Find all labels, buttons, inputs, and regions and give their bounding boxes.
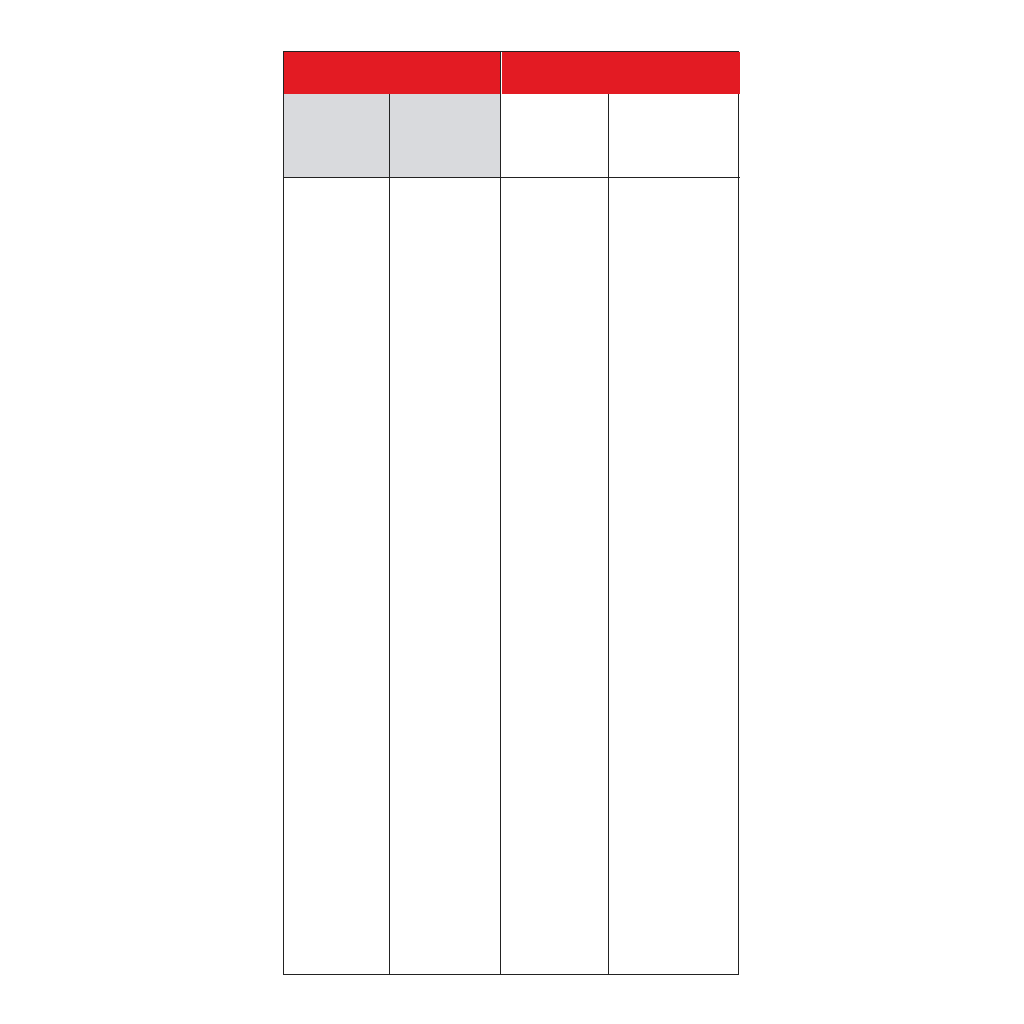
sae-column-header <box>390 94 501 178</box>
socket-column-header <box>501 94 609 178</box>
column-divider <box>608 94 609 974</box>
contents-header <box>501 52 740 94</box>
spanner-column-header <box>609 94 740 178</box>
column-divider <box>500 52 501 974</box>
column-divider <box>389 94 390 974</box>
fits-header <box>284 52 501 94</box>
size-chart-table <box>283 51 739 975</box>
metric-column-header <box>284 94 390 178</box>
